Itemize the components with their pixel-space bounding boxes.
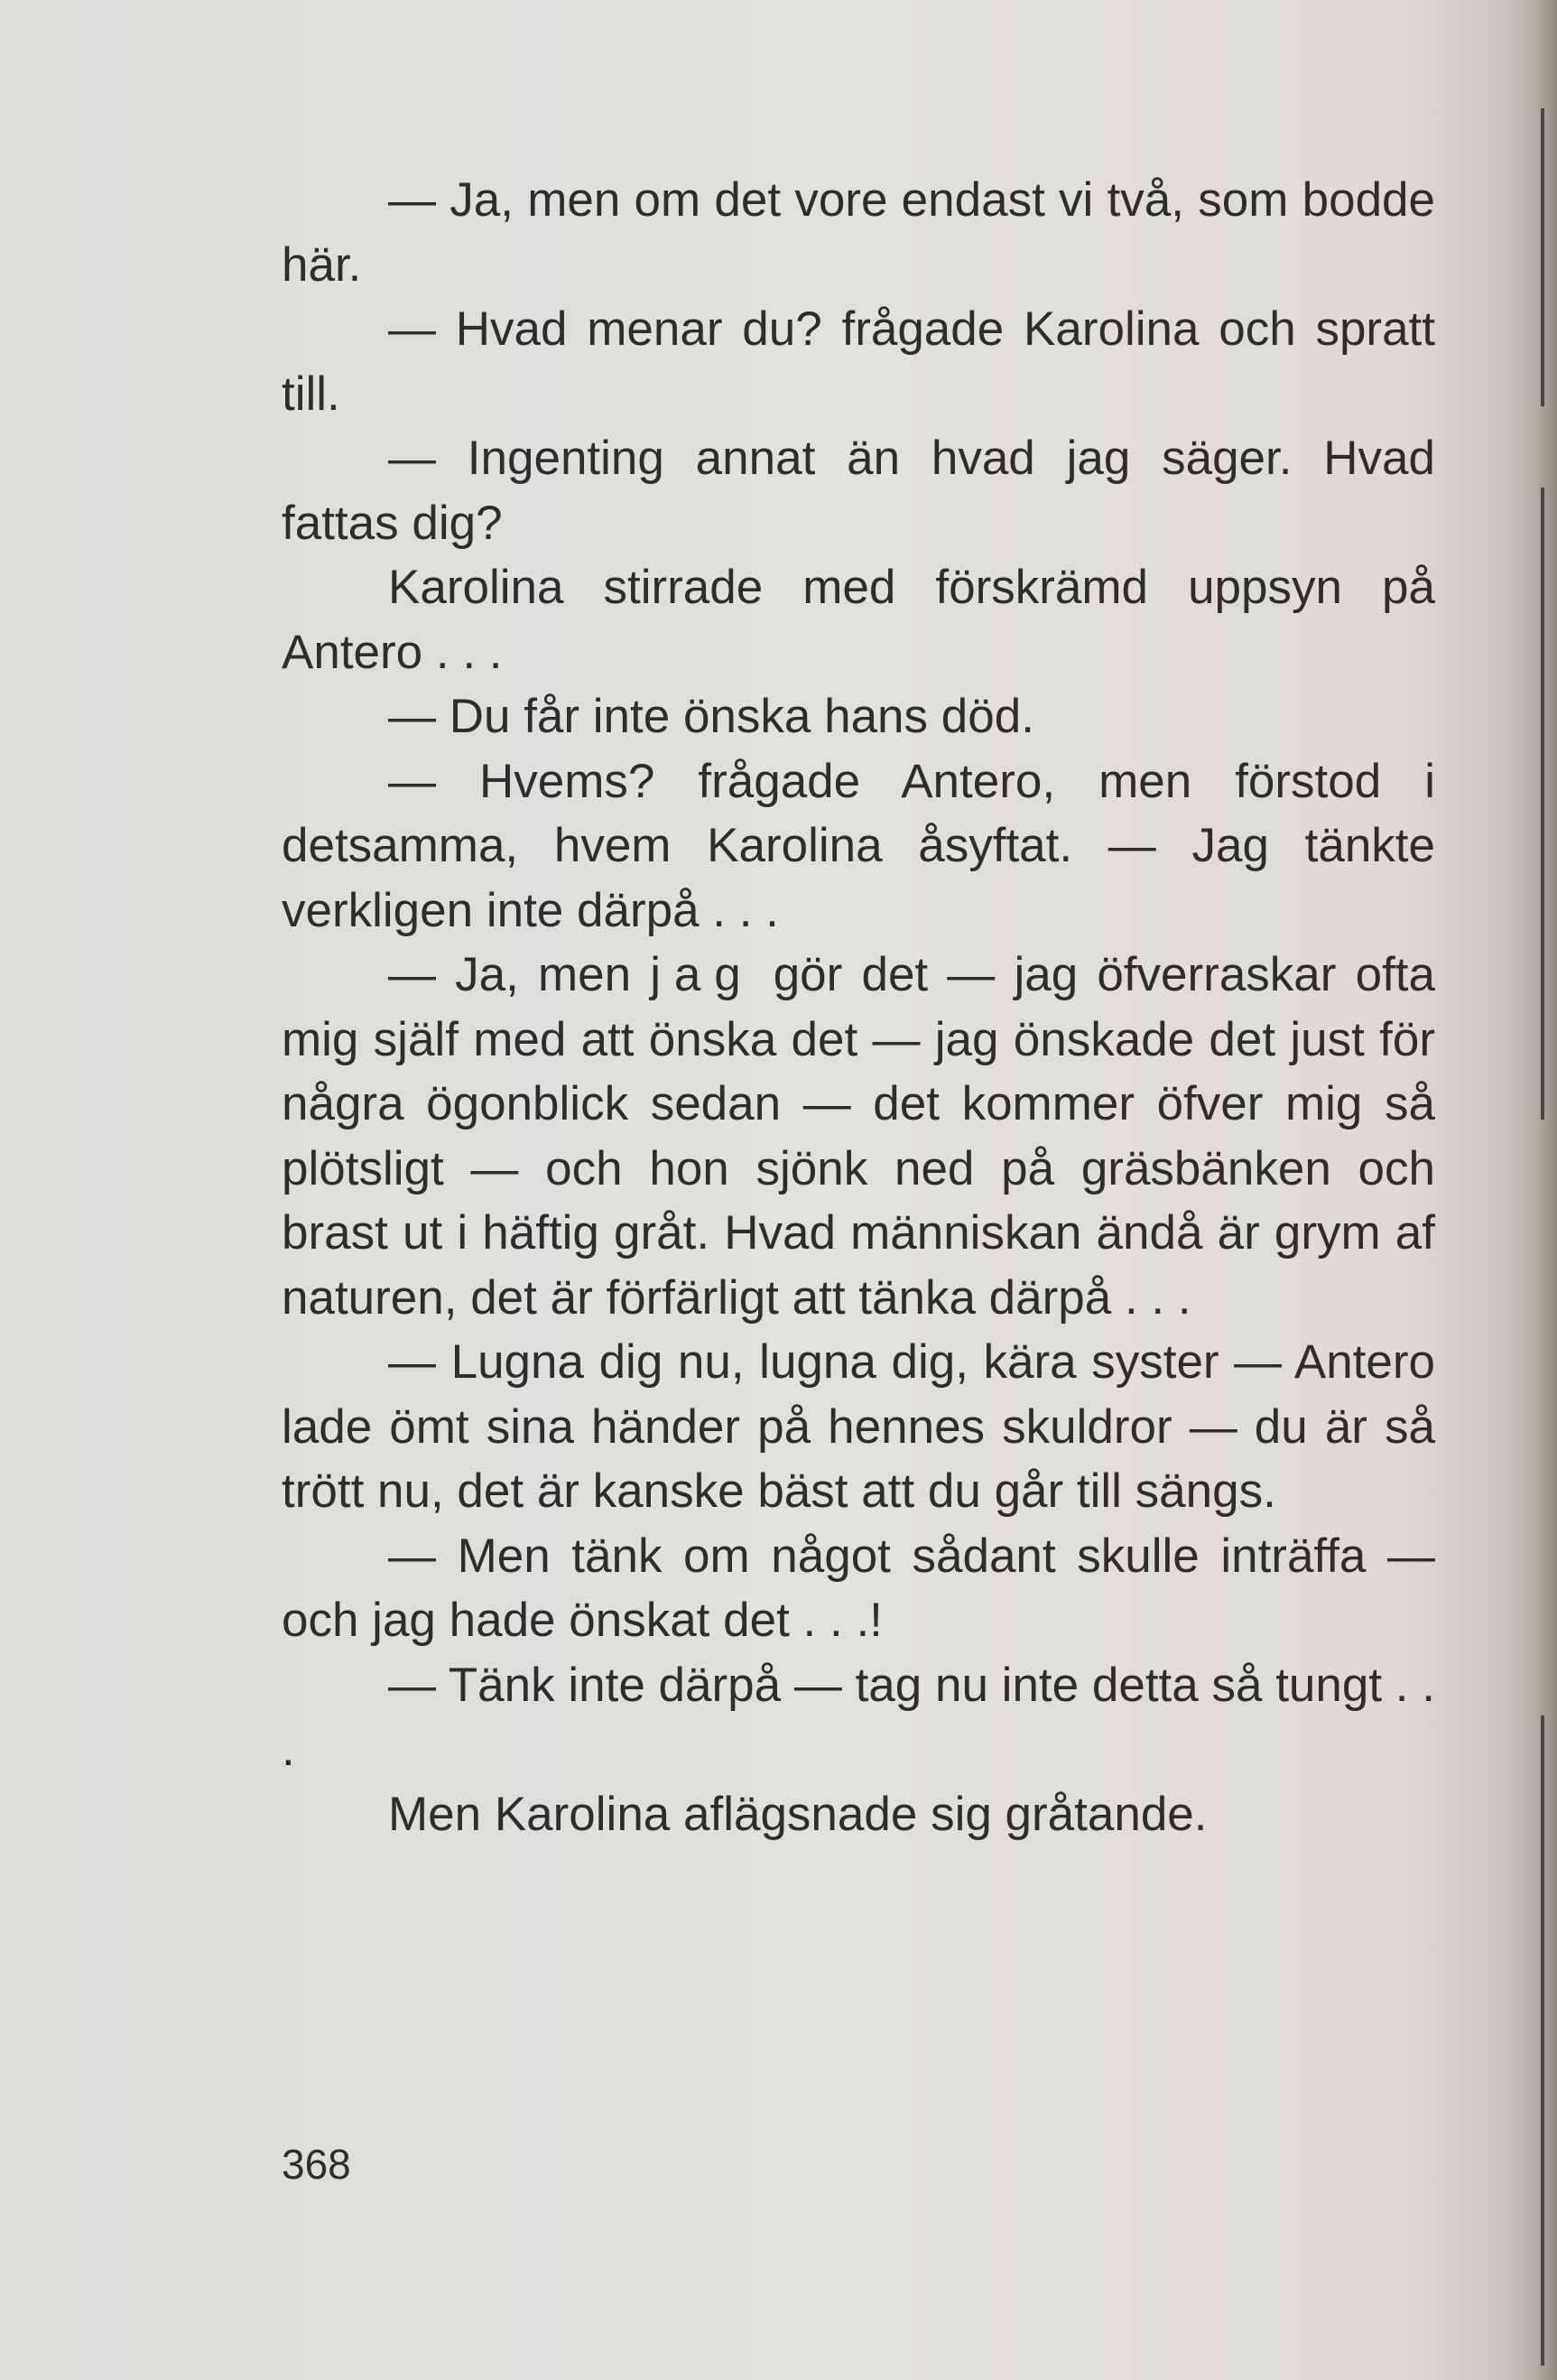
body-text bbox=[282, 168, 1435, 1846]
emphasized-word: jag bbox=[650, 948, 755, 1001]
page-edge-line bbox=[1541, 488, 1544, 1120]
paragraph: Men Karolina aflägsnade sig gråtande. bbox=[388, 1787, 1208, 1841]
page-edge-line bbox=[1541, 108, 1544, 406]
paragraph: — Ingenting annat än hvad jag säger. Hvad fattas dig? bbox=[282, 432, 1435, 550]
paragraph: — Du får inte önska hans död. bbox=[388, 690, 1034, 743]
paragraph bbox=[282, 943, 1435, 1330]
paragraph: Karolina stirrade med förskrämd uppsyn på Antero . . . bbox=[282, 561, 1435, 679]
page-number: 368 bbox=[282, 2141, 351, 2188]
page-edge-line bbox=[1541, 1715, 1544, 2366]
paragraph: — Men tänk om något sådant skulle inträffa — och jag hade önskat det . . .! bbox=[282, 1529, 1435, 1647]
paragraph: — Lugna dig nu, lugna dig, kära syster — Antero lade ömt sina händer på hennes skuldror — du är så trött nu, det är kanske bäst att du går till sängs. bbox=[282, 1335, 1435, 1518]
paragraph: — Hvems? frågade Antero, men förstod i detsamma, hvem Karolina åsyftat. — Jag tänkte verkligen inte därpå . . . bbox=[282, 754, 1435, 937]
page-edge-shadow bbox=[1503, 0, 1557, 2380]
paragraph-text: gör det — jag öfverraskar ofta mig själf med att önska det — jag önskade det just för några ögonblick sedan — det kommer öfver mig så plötsligt — och hon sjönk ned på gräsbänken och brast ut i häftig gråt. Hvad människan ändå är grym af naturen, det är förfärligt att tänka därpå . . . bbox=[282, 948, 1435, 1325]
paragraph: — Ja, men om det vore endast vi två, som bodde här. bbox=[282, 173, 1435, 292]
paragraph: — Hvad menar du? frågade Karolina och spratt till. bbox=[282, 302, 1435, 421]
paragraph: — Tänk inte därpå — tag nu inte detta så tungt . . . bbox=[282, 1658, 1435, 1776]
paragraph-text: — Ja, men bbox=[388, 948, 651, 1001]
